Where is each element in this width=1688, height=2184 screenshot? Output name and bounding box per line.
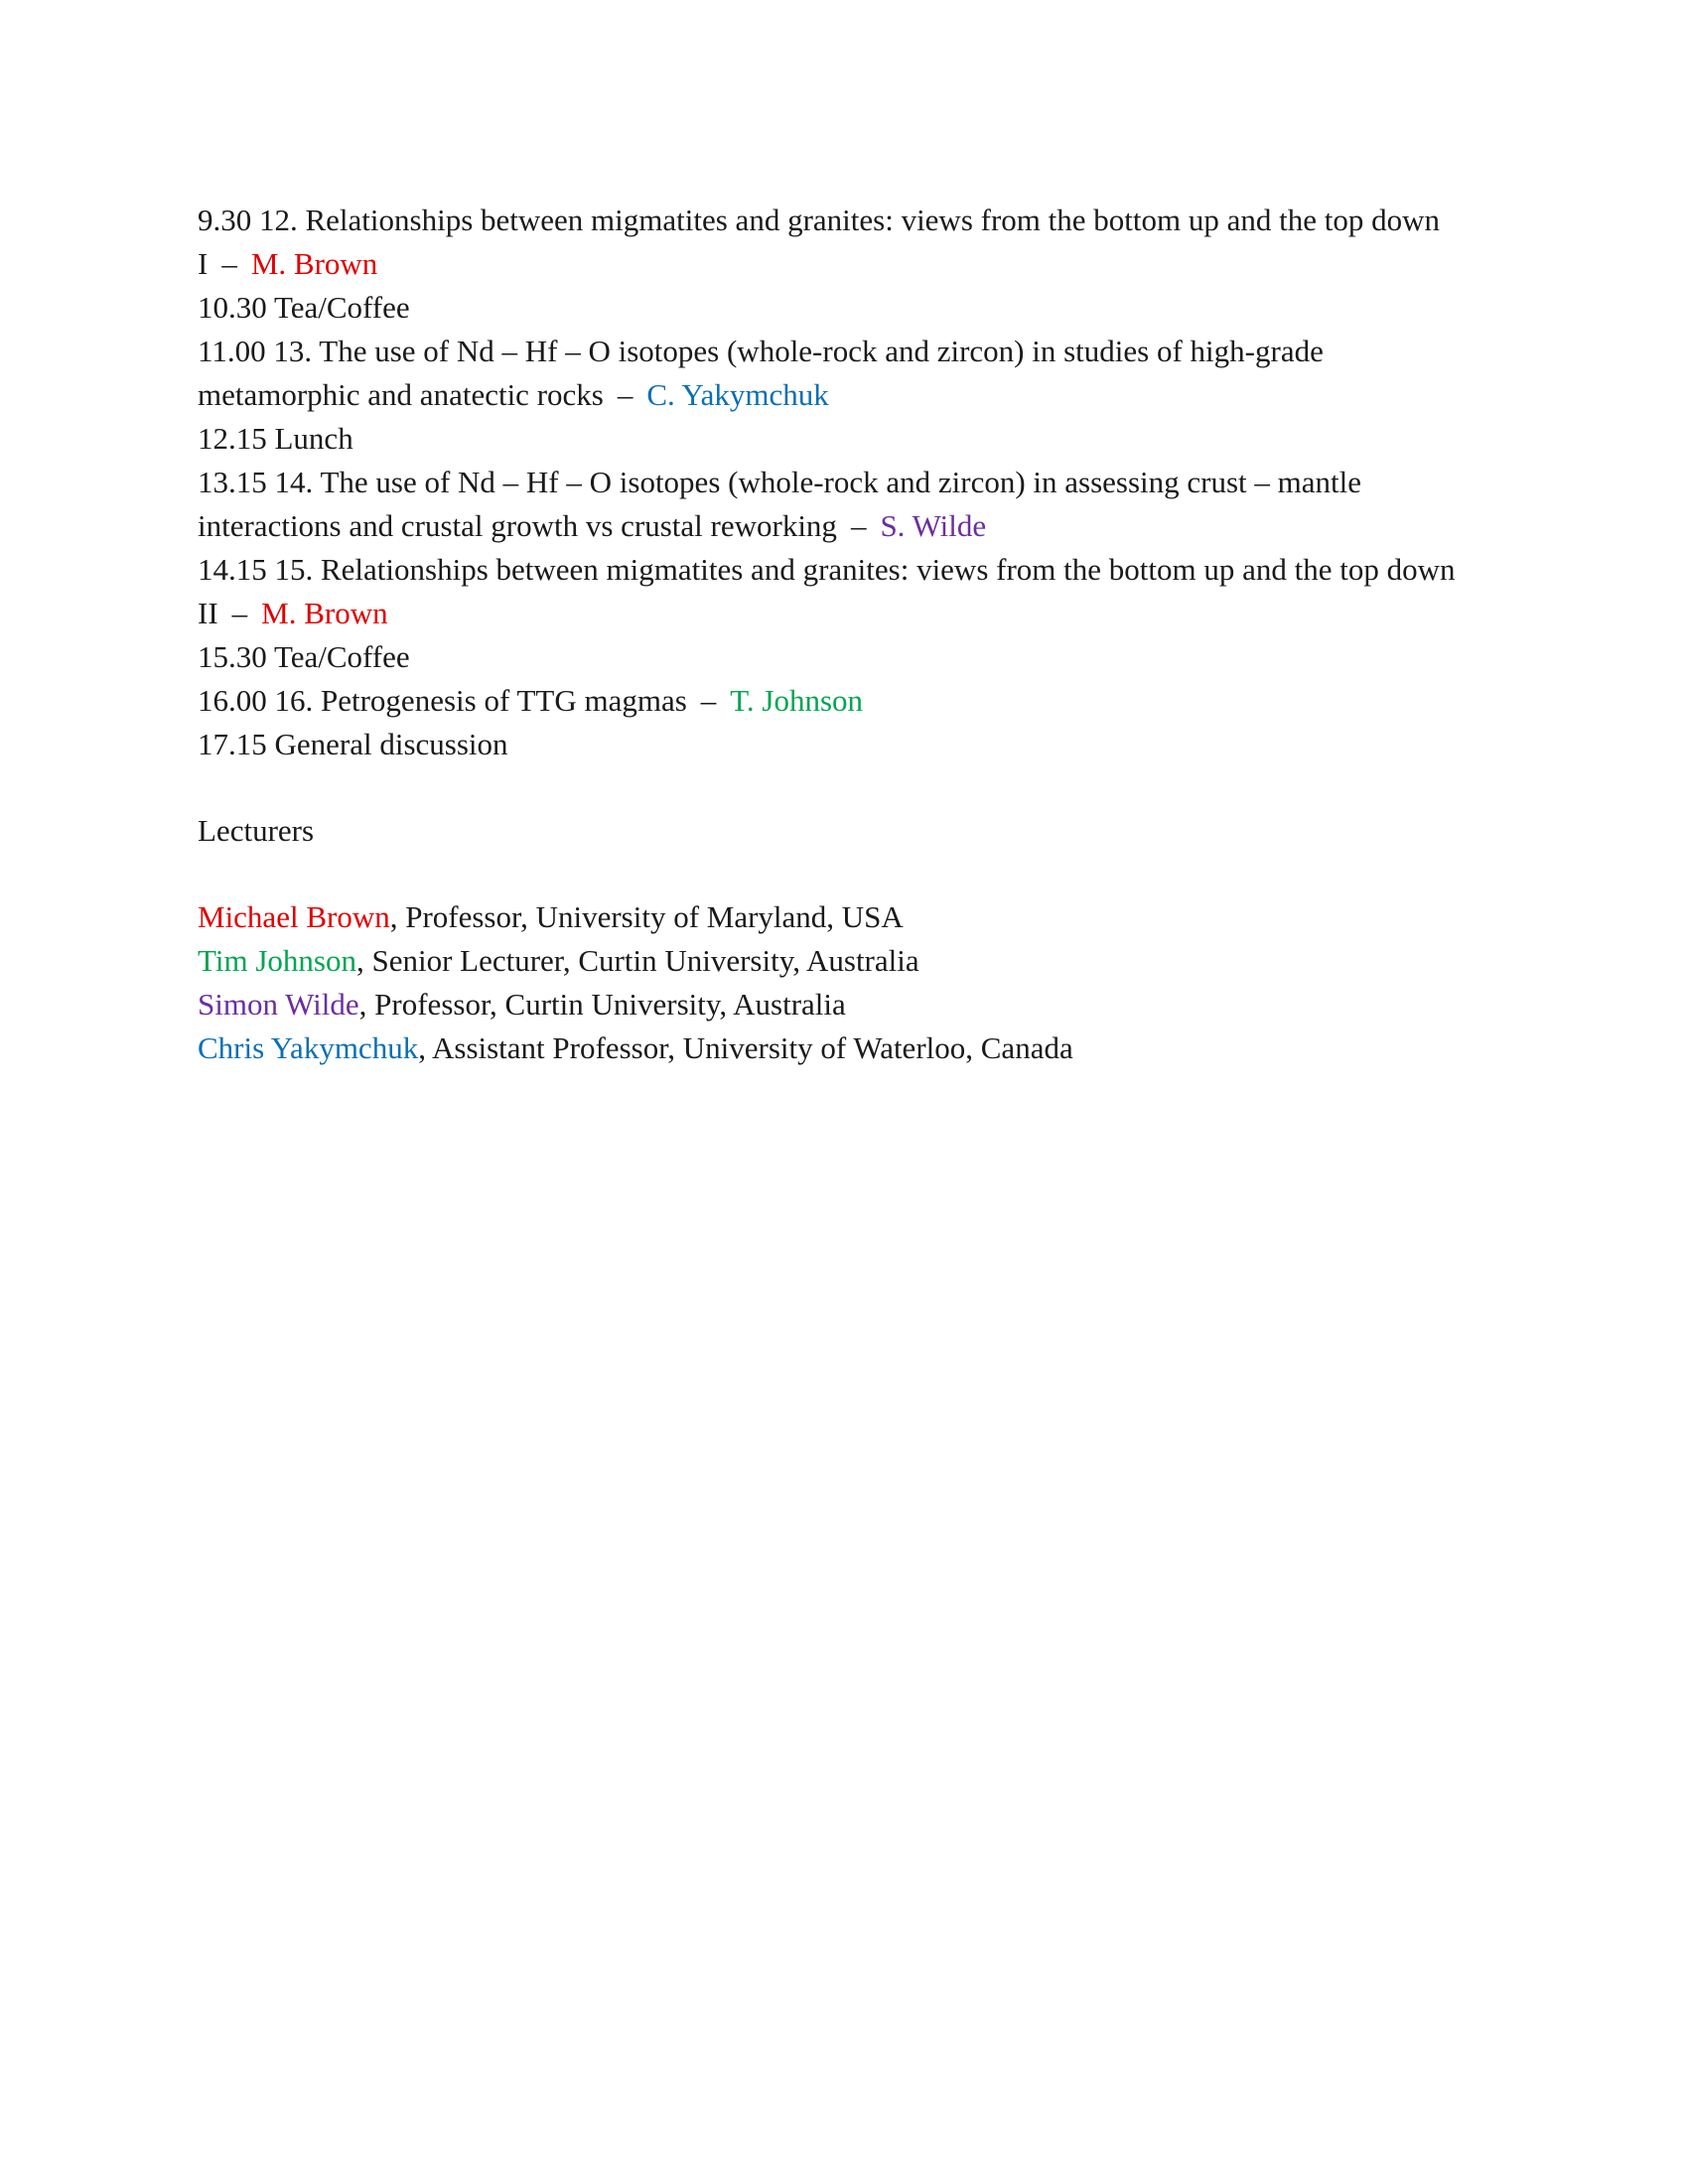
lecturer-details: , Senior Lecturer, Curtin University, Australia [355, 943, 919, 978]
lecturer-details: , Assistant Professor, University of Waterloo, Canada [418, 1030, 1073, 1065]
session-12-part: I [198, 246, 209, 281]
session-13-title-continued: metamorphic and anatectic rocks [198, 377, 604, 412]
session-15-title: 14.15 15. Relationships between migmatites and granites: views from the bottom up and the top down [198, 552, 1456, 587]
session-12-lecturer: M. Brown [250, 246, 378, 281]
lecturer-name: Tim Johnson [198, 943, 356, 978]
break-tea-coffee-2: 15.30 Tea/Coffee [198, 639, 410, 674]
session-16-line [198, 679, 1508, 723]
lecturer-details: , Professor, University of Maryland, USA [389, 899, 904, 934]
dash: – [231, 596, 248, 630]
session-15-lecturer: M. Brown [261, 596, 388, 630]
session-15-speaker-line [198, 592, 1508, 635]
document-content [198, 199, 1508, 1070]
lecturer-entry [198, 939, 1508, 983]
session-16-title: 16.00 16. Petrogenesis of TTG magmas [198, 683, 687, 718]
session-14-speaker-line [198, 504, 1508, 548]
lecturer-entry [198, 895, 1508, 939]
break-tea-coffee-1: 10.30 Tea/Coffee [198, 290, 410, 325]
session-13-speaker-line [198, 373, 1508, 417]
lecturer-entry [198, 983, 1508, 1026]
lecturer-name: Chris Yakymchuk [198, 1030, 419, 1065]
dash: – [700, 683, 717, 718]
lecturers-heading: Lecturers [198, 813, 315, 848]
lecturer-entry [198, 1026, 1508, 1070]
session-14-lecturer: S. Wilde [880, 508, 987, 543]
session-12-speaker-line [198, 242, 1508, 286]
session-15-part: II [198, 596, 218, 630]
general-discussion: 17.15 General discussion [198, 727, 508, 761]
dash: – [617, 377, 633, 412]
section-spacer [198, 853, 1508, 895]
session-14-title-continued: interactions and crustal growth vs crustal reworking [198, 508, 837, 543]
session-16-lecturer: T. Johnson [730, 683, 864, 718]
dash: – [850, 508, 867, 543]
section-spacer [198, 766, 1508, 809]
lecturer-name: Michael Brown [198, 899, 390, 934]
lecturer-details: , Professor, Curtin University, Australia [358, 987, 846, 1022]
lecturer-name: Simon Wilde [198, 987, 359, 1022]
dash: – [221, 246, 237, 281]
session-12-title: 9.30 12. Relationships between migmatites and granites: views from the bottom up and the top down [198, 203, 1440, 237]
break-lunch: 12.15 Lunch [198, 421, 353, 456]
session-13-lecturer: C. Yakymchuk [646, 377, 829, 412]
session-14-title: 13.15 14. The use of Nd – Hf – O isotopes (whole-rock and zircon) in assessing crust – mantle [198, 465, 1362, 499]
session-13-title: 11.00 13. The use of Nd – Hf – O isotopes (whole-rock and zircon) in studies of high-grade [198, 334, 1324, 368]
